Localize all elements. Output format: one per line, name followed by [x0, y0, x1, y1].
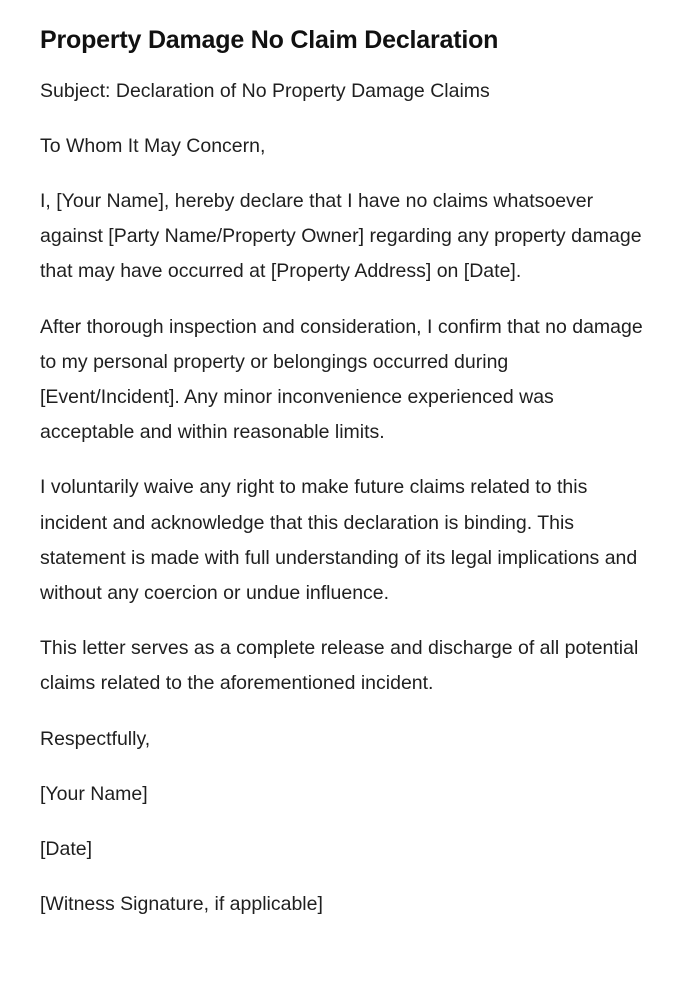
closing: Respectfully, [40, 727, 151, 750]
body-paragraph-release: This letter serves as a complete release and discharge of all potential claims related to the aforementioned incident. [40, 637, 639, 695]
body-paragraph-inspection: After thorough inspection and consideration, I confirm that no damage to my personal property or belongings occurred during [Event/Incident]. Any minor inconvenience experienced was acceptable and within reasonable limits. [40, 315, 643, 444]
salutation: To Whom It May Concern, [40, 135, 266, 157]
date-placeholder: [Date] [40, 837, 93, 860]
subject-line: Subject: Declaration of No Property Damage Claims [40, 80, 490, 102]
body-paragraph-declaration: I, [Your Name], hereby declare that I have no claims whatsoever against [Party Name/Property Owner] regarding any property damage that may have occurred at [Property Address] on [Date]. [40, 190, 642, 283]
name-placeholder: [Your Name] [40, 782, 148, 805]
letter-document [40, 22, 650, 942]
document-title: Property Damage No Claim Declaration [40, 26, 499, 54]
witness-signature-placeholder: [Witness Signature, if applicable] [40, 892, 323, 915]
body-paragraph-waiver: I voluntarily waive any right to make future claims related to this incident and acknowledge that this declaration is binding. This statement is made with full understanding of its legal implications and without any coercion or undue influence. [40, 476, 638, 605]
